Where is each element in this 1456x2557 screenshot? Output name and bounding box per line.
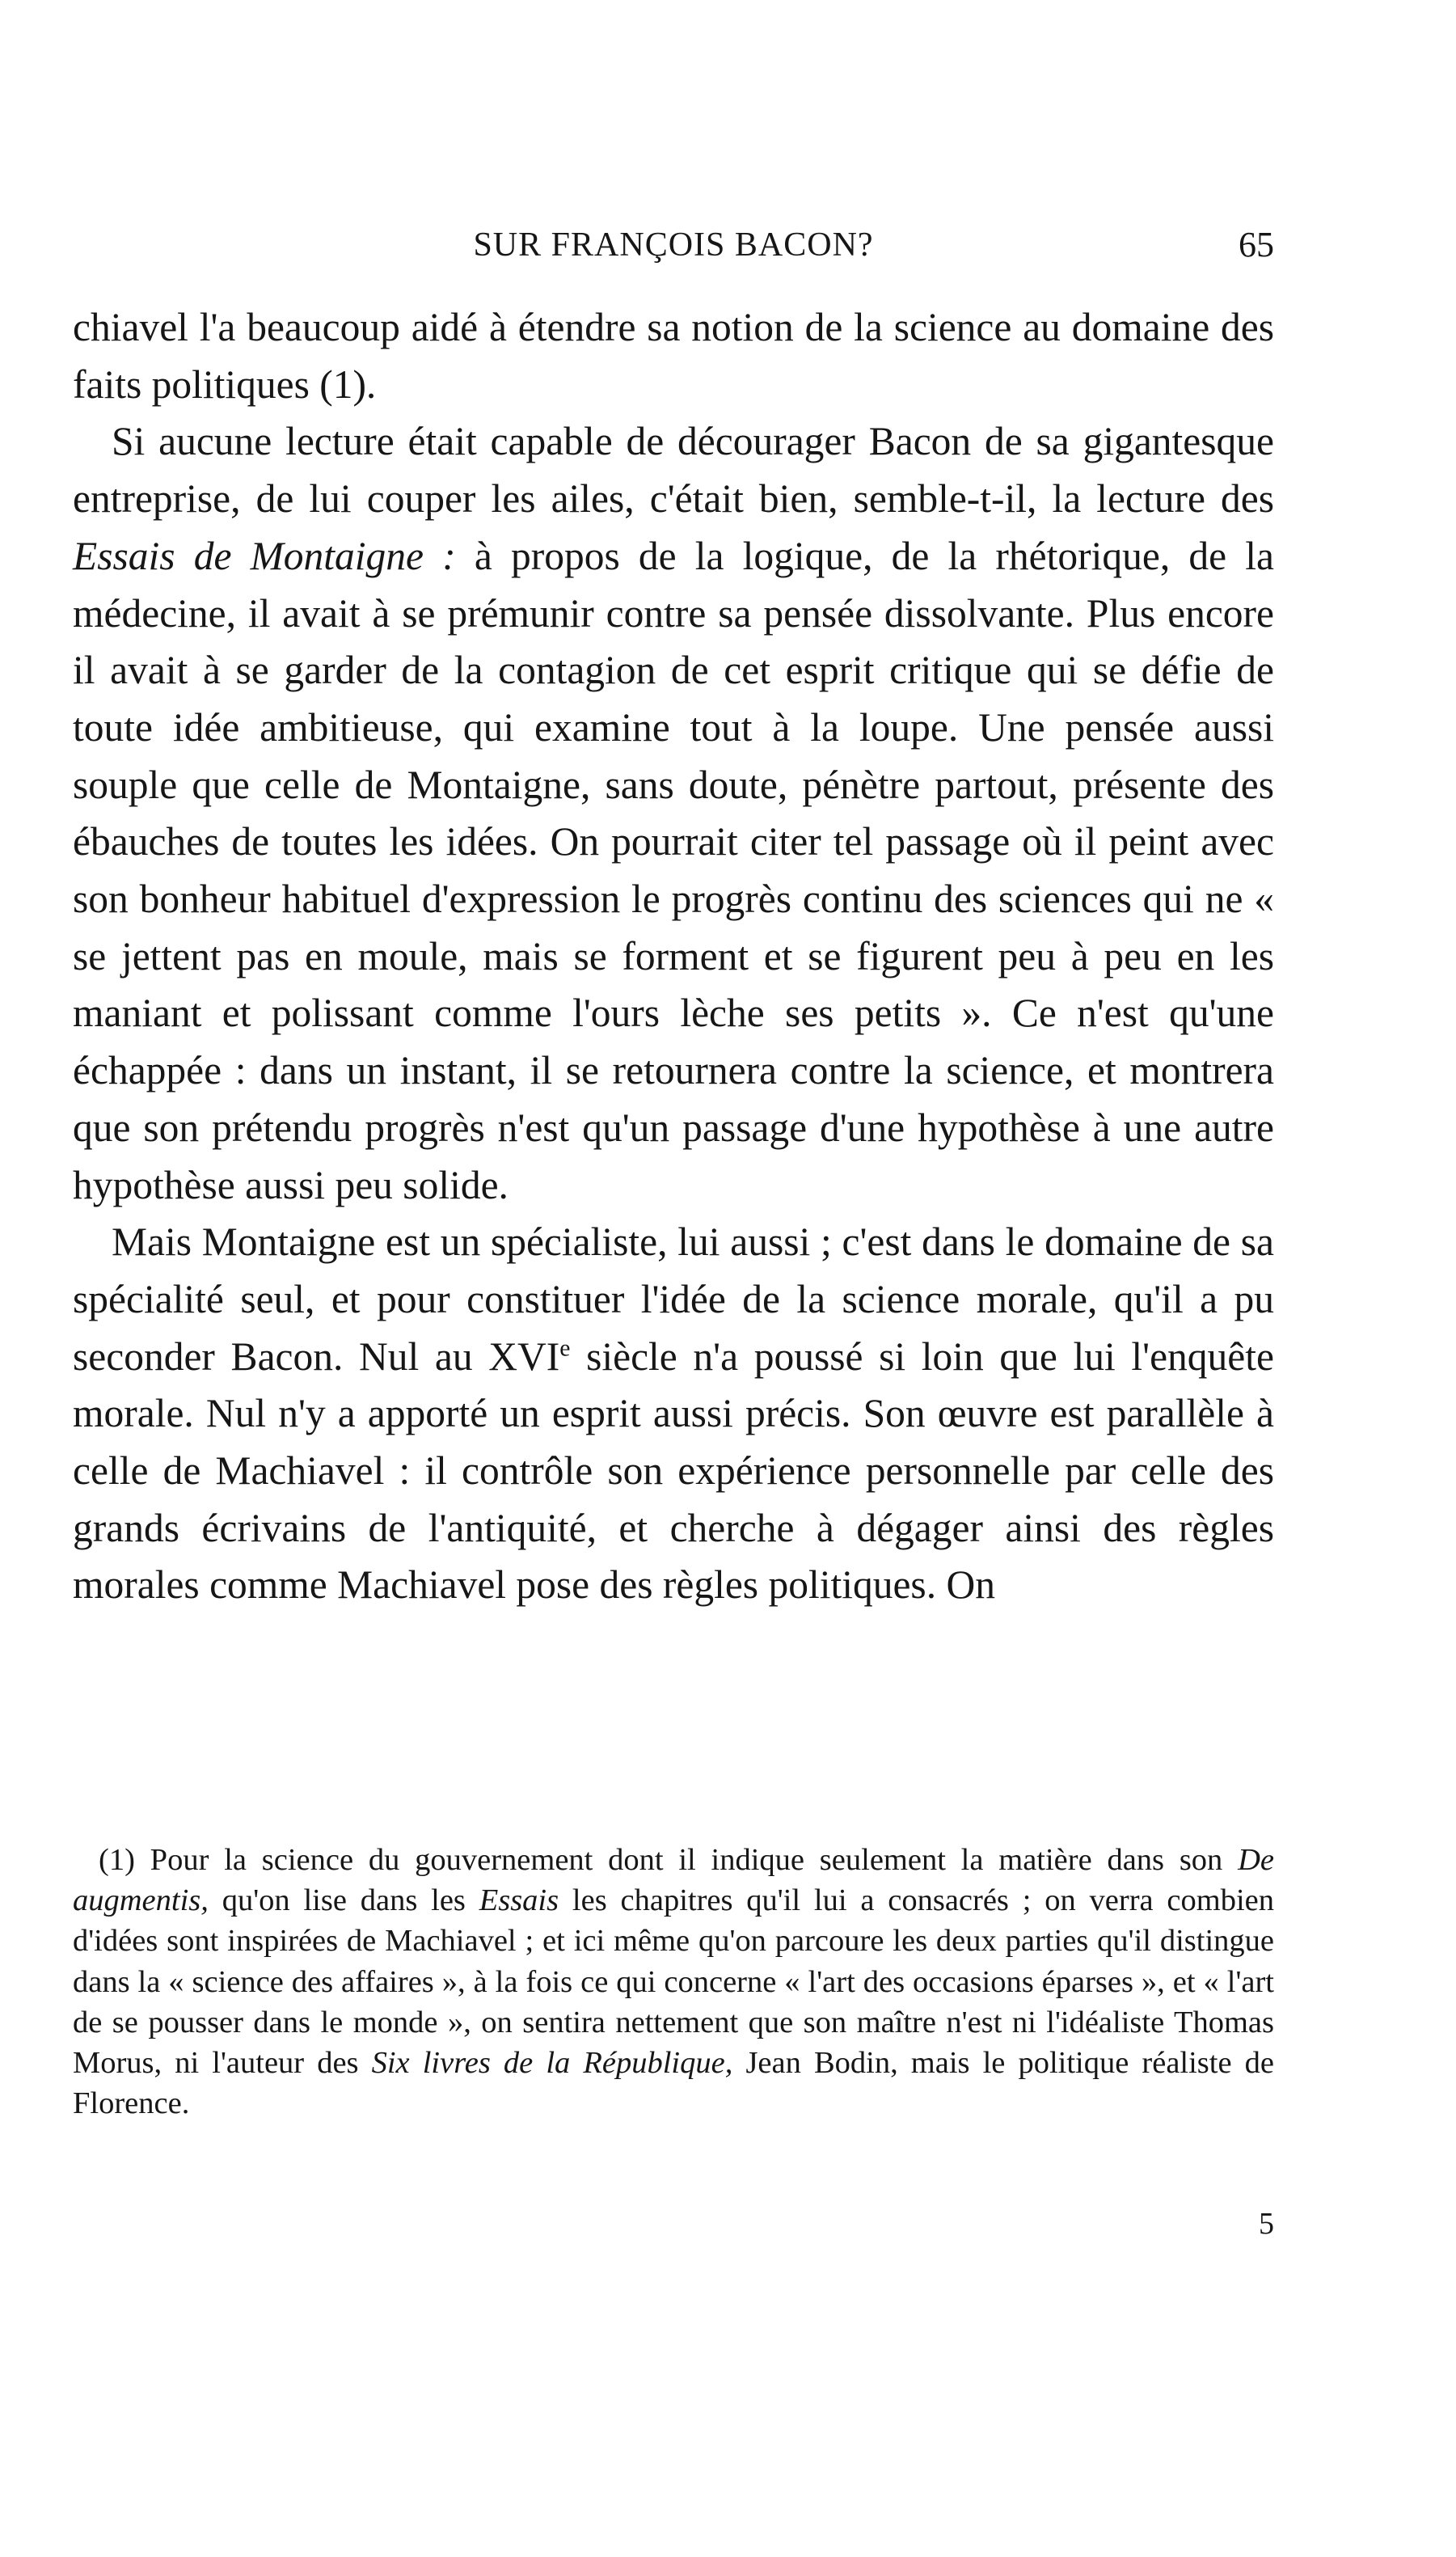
footnote-title: De augmentis, [73, 1843, 1274, 1918]
running-title: SUR FRANÇOIS BACON? [473, 226, 874, 264]
footnote-title: Essais [479, 1883, 559, 1918]
running-header [73, 217, 1274, 273]
paragraph-3 [73, 1214, 1274, 1614]
book-title: Essais de Montaigne : [73, 533, 456, 578]
paragraph-text: Mais Montaigne est un spécialiste, lui aussi ; c'est dans le domaine de sa spécialité seul, et pour constituer l'idée de la science morale, qu'il a pu seconder Bacon. Nul au XVI [73, 1219, 1274, 1379]
footnote-title: Six livres de la République, [371, 2046, 733, 2081]
footnote-text: les chapitres qu'il lui a consacrés ; on verra combien d'idées sont inspirées de Machiavel ; et ici même qu'on parcoure les deux parties qu'il distingue dans la « science des affaires », à la fois ce qui concerne « l'art des occasions éparses », et « l'art de se pousser dans le monde », on sentira nettement que son maître n'est ni l'idéaliste Thomas Morus, ni l'auteur des [73, 1883, 1274, 2081]
footnote-text: qu'on lise dans les [208, 1883, 479, 1918]
footnote-text: Jean Bodin, mais le politique réaliste de Florence. [73, 2046, 1274, 2121]
paragraph-1 [73, 299, 1274, 413]
signature-mark: 5 [1259, 2207, 1274, 2241]
paragraph-text: à propos de la logique, de la rhétorique, de la médecine, il avait à se prémunir contre sa pensée dissolvante. Plus encore il avait à se garder de la contagion de cet esprit critique qui se défie de toute idée ambitieuse, qui examine tout à la loupe. Une pensée aussi souple que celle de Montaigne, sans doute, pénètre partout, présente des ébauches de toutes les idées. On pourrait citer tel passage où il peint avec son bonheur habituel d'expression le progrès continu des sciences qui ne « se jettent pas en moule, mais se forment et se figurent peu à peu en les maniant et polissant comme l'ours lèche ses petits ». Ce n'est qu'une échappée : dans un instant, il se retournera contre la science, et montrera que son prétendu progrès n'est qu'un passage d'une hypothèse à une autre hypothèse aussi peu solide. [73, 533, 1274, 1207]
paragraph-text: siècle n'a poussé si loin que lui l'enquête morale. Nul n'y a apporté un esprit aussi précis. Son œuvre est parallèle à celle de Machiavel : il contrôle son expérience personnelle par celle des grands écrivains de l'antiquité, et cherche à dégager ainsi des règles morales comme Machiavel pose des règles politiques. On [73, 1333, 1274, 1608]
century-superscript: e [559, 1335, 571, 1362]
footnote [73, 1840, 1274, 2124]
paragraph-2 [73, 413, 1274, 1214]
paragraph-text: chiavel l'a beaucoup aidé à étendre sa notion de la science au domaine des faits politiques (1). [73, 305, 1274, 407]
footnote-text: (1) Pour la science du gouvernement dont il indique seulement la matière dans son [99, 1843, 1239, 1877]
paragraph-text: Si aucune lecture était capable de décourager Bacon de sa gigantesque entreprise, de lui couper les ailes, c'était bien, semble-t-il, la lecture des [73, 419, 1274, 522]
page-number: 65 [1239, 225, 1274, 264]
body-text [73, 299, 1274, 1614]
